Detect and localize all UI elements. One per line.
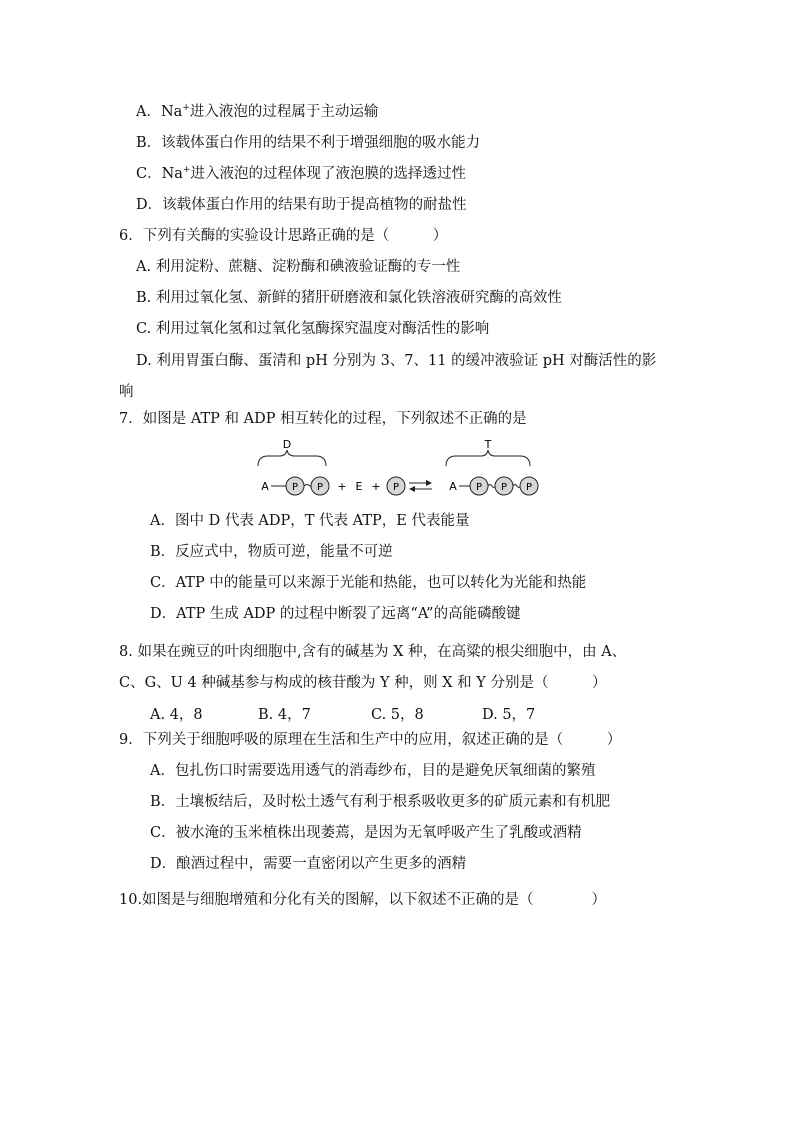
- q5-option-d: D．该载体蛋白作用的结果有助于提高植物的耐盐性: [136, 197, 467, 213]
- q6-option-c: C. 利用过氧化氢和过氧化氢酶探究温度对酶活性的影响: [136, 321, 490, 337]
- phosphate-right-1-label: P: [475, 482, 483, 493]
- q9-option-b: B．土壤板结后，及时松土透气有利于根系吸收更多的矿质元素和有机肥: [150, 794, 611, 810]
- q8-option-b: B. 4，7: [258, 707, 311, 723]
- d-brace: [258, 450, 326, 466]
- arrow-backward-head: [409, 486, 415, 492]
- q8-option-c: C. 5，8: [371, 707, 424, 723]
- q6-option-d-line1: D. 利用胃蛋白酶、蛋清和 pH 分别为 3、7、11 的缓冲液验证 pH 对酶活性的影: [136, 353, 657, 369]
- phosphate-right-2-label: P: [500, 482, 508, 493]
- t-brace: [446, 450, 530, 466]
- q5-option-c-sup: +: [182, 165, 191, 176]
- q6-option-d-line2: 响: [119, 384, 134, 400]
- q5-option-b: B．该载体蛋白作用的结果不利于增强细胞的吸水能力: [136, 135, 481, 151]
- arrow-forward-head: [426, 480, 432, 486]
- q8-option-d: D. 5，7: [482, 707, 536, 723]
- energy-e: E: [355, 480, 363, 493]
- q9-option-c: C．被水淹的玉米植株出现萎蔫，是因为无氧呼吸产生了乳酸或酒精: [150, 825, 582, 841]
- q6-stem: 6．下列有关酶的实验设计思路正确的是（ ）: [119, 228, 448, 244]
- q9-option-a: A．包扎伤口时需要选用透气的消毒纱布，目的是避免厌氧细菌的繁殖: [150, 763, 596, 779]
- phosphate-left-2-label: P: [316, 482, 324, 493]
- q9-stem: 9．下列关于细胞呼吸的原理在生活和生产中的应用，叙述正确的是（ ）: [119, 732, 622, 748]
- q6-option-a: A. 利用淀粉、蔗糖、淀粉酶和碘液验证酶的专一性: [136, 259, 461, 275]
- label-d: D: [282, 438, 292, 451]
- q7-option-a: A．图中 D 代表 ADP，T 代表 ATP，E 代表能量: [150, 513, 470, 529]
- q6-option-b: B. 利用过氧化氢、新鲜的猪肝研磨液和氯化铁溶液研究酶的高效性: [136, 290, 562, 306]
- q7-option-c: C．ATP 中的能量可以来源于光能和热能，也可以转化为光能和热能: [150, 575, 587, 591]
- q8-stem-line2: C、G、U 4 种碱基参与构成的核苷酸为 Y 种，则 X 和 Y 分别是（ ）: [119, 675, 607, 691]
- q7-option-b: B．反应式中，物质可逆，能量不可逆: [150, 544, 393, 560]
- plus-1: +: [337, 480, 347, 493]
- adenosine-left: A: [261, 480, 269, 493]
- phosphate-left-1-label: P: [291, 482, 299, 493]
- q9-option-d: D．酿酒过程中，需要一直密闭以产生更多的酒精: [150, 856, 467, 872]
- phosphate-right-3-label: P: [525, 482, 533, 493]
- atp-adp-diagram: [250, 438, 550, 500]
- free-phosphate-label: P: [392, 482, 400, 493]
- plus-2: +: [371, 480, 381, 493]
- q7-stem: 7．如图是 ATP 和 ADP 相互转化的过程，下列叙述不正确的是: [119, 411, 527, 427]
- q5-option-a-post: 进入液泡的过程属于主动运输: [189, 104, 379, 120]
- q5-option-a-pre: A．Na: [136, 104, 183, 120]
- q5-option-a-sup: +: [182, 103, 190, 114]
- q5-option-c: [136, 165, 466, 183]
- q10-stem: 10.如图是与细胞增殖和分化有关的图解，以下叙述不正确的是（ ）: [119, 892, 607, 908]
- q7-option-d: D．ATP 生成 ADP 的过程中断裂了远离“A”的高能磷酸键: [150, 606, 521, 622]
- q5-option-a: [136, 103, 378, 121]
- q8-option-a: A. 4，8: [150, 707, 203, 723]
- label-t: T: [484, 438, 492, 451]
- q5-option-c-pre: C．Na: [136, 166, 183, 182]
- adenosine-right: A: [449, 480, 457, 493]
- q8-stem-line1: 8. 如果在豌豆的叶肉细胞中,含有的碱基为 X 种，在高粱的根尖细胞中，由 A、: [119, 644, 627, 660]
- q5-option-c-post: 进入液泡的过程体现了液泡膜的选择透过性: [190, 166, 466, 182]
